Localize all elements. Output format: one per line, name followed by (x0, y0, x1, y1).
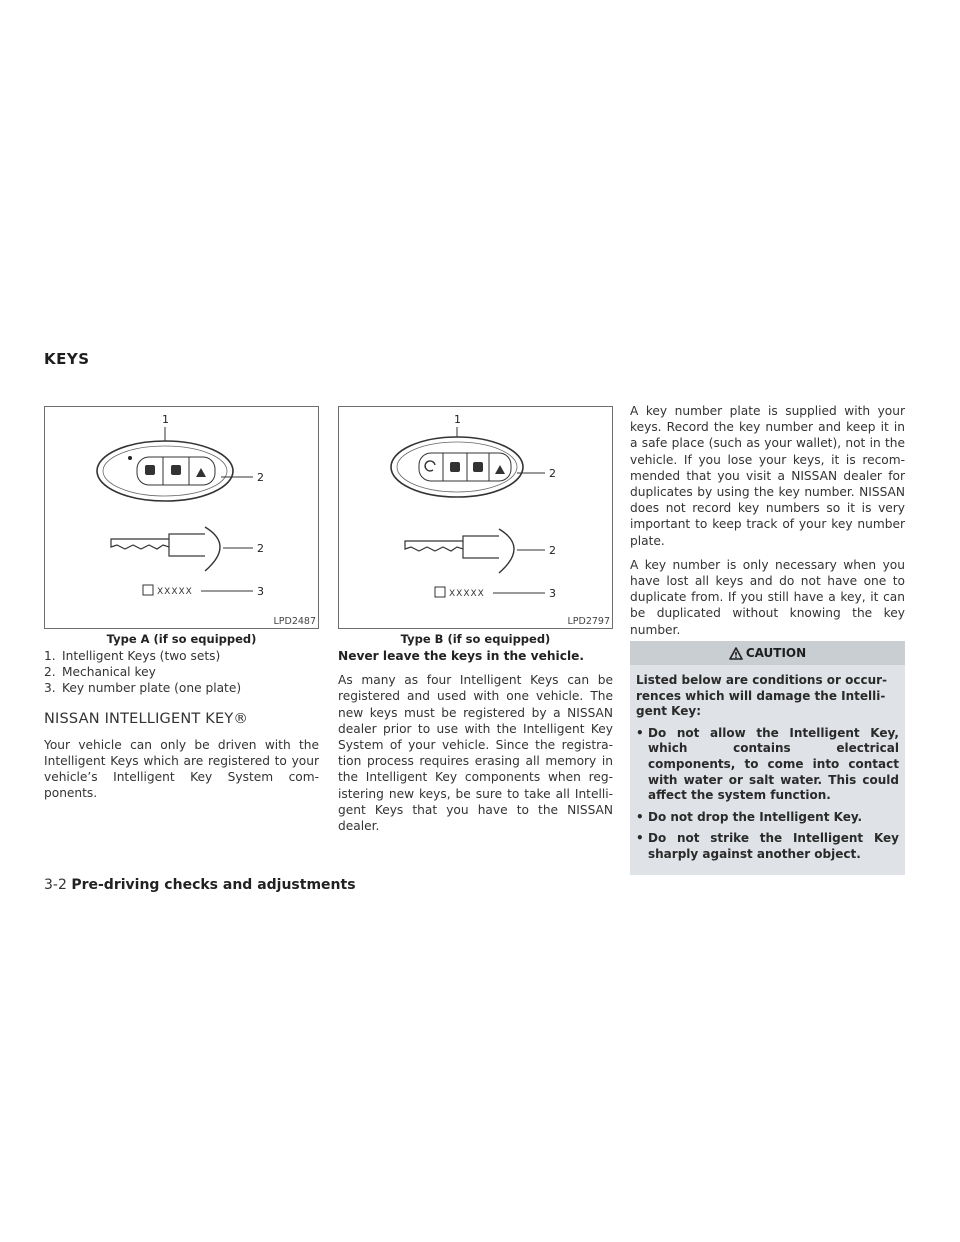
subsection-heading: NISSAN INTELLIGENT KEY® (44, 710, 249, 727)
caution-intro: Listed below are conditions or occur-rences which will damage the Intelli-gent Key: (636, 673, 888, 719)
warning-statement: Never leave the keys in the vehicle. (338, 649, 585, 663)
list-text: Mechanical key (62, 665, 156, 680)
bullet-text: Do not allow the Intelligent Key, which contains electrical components, to come into contact with water or salt water. This could affect the system function. (648, 725, 899, 803)
intelligent-key-illustration-b (339, 407, 614, 630)
paragraph: A key number plate is supplied with your keys. Record the key number and keep it in a safe place (such as your wallet), not in the vehicle. If you lose your keys, it is recom-mended that you visit a NISSAN dealer for duplicates by using the key number. NISSAN does not record key numbers so it is very important to keep track of your key number plate. (630, 404, 905, 548)
paragraph: As many as four Intelligent Keys can be registered and used with one vehicle. The new keys must be registered by a NISSAN dealer prior to use with the Intelligent Key System of your vehicle. Since the registra-tion process requires erasing all memory in the Intelligent Key components when reg-istering new keys, be sure to take all Intelli-gent Keys that you have to the NISSAN dealer. (338, 673, 613, 834)
figure-code: LPD2797 (567, 616, 610, 627)
list-item (44, 664, 319, 680)
caution-header (630, 641, 905, 665)
caution-title: CAUTION (745, 646, 807, 660)
list-number: 1. (44, 649, 56, 663)
figure-caption-a: Type A (if so equipped) (106, 632, 257, 646)
footer-section-title: Pre-driving checks and adjustments (71, 877, 356, 893)
paragraph: A key number is only necessary when you have lost all keys and do not have one to duplicate from. If you still have a key, it can be duplicated without knowing the key number. (630, 557, 905, 637)
bullet-text: Do not drop the Intelligent Key. (648, 809, 863, 824)
callout-3: 3 (549, 587, 556, 600)
figure-caption-b: Type B (if so equipped) (400, 632, 551, 646)
page-number: 3-2 (44, 877, 67, 893)
callout-1: 1 (454, 413, 461, 426)
paragraph: Your vehicle can only be driven with the Intelligent Keys which are registered to your vehicle’s Intelligent Key System com-ponents. (44, 737, 319, 801)
warning-icon (729, 647, 743, 660)
list-number: 3. (44, 681, 56, 696)
list-item (44, 680, 319, 696)
caution-bullet: • Do not allow the Intelligent Key, which contains electrical components, to come into contact with water or salt water. This could affect the system function. (636, 725, 899, 803)
caution-bullet: • Do not strike the Intelligent Key sharply against another object. (636, 831, 899, 861)
callout-3: 3 (257, 585, 264, 598)
callout-1: 1 (162, 413, 169, 426)
parts-list (44, 648, 319, 697)
intelligent-key-illustration-a (45, 407, 320, 630)
figure-type-a (44, 406, 319, 629)
figure-code: LPD2487 (273, 616, 316, 627)
callout-2b: 2 (549, 544, 556, 557)
key-plate-text: XXXXX (449, 589, 485, 599)
bullet-text: Do not strike the Intelligent Key sharply against another object. (648, 831, 899, 861)
column-3 (630, 403, 905, 646)
list-item (44, 648, 319, 664)
list-text: Intelligent Keys (two sets) (62, 649, 221, 663)
caution-box (630, 641, 905, 875)
list-text: Key number plate (one plate) (62, 681, 242, 696)
column-2 (338, 648, 613, 842)
caution-bullet: • Do not drop the Intelligent Key. (636, 809, 863, 824)
section-title: KEYS (44, 350, 90, 368)
list-number: 2. (44, 665, 56, 680)
column-1 (44, 648, 319, 810)
callout-2a: 2 (257, 471, 264, 484)
caution-body (630, 665, 905, 863)
page-footer (44, 877, 356, 893)
callout-2a: 2 (549, 467, 556, 480)
figure-type-b (338, 406, 613, 629)
callout-2b: 2 (257, 542, 264, 555)
key-plate-text: XXXXX (157, 587, 193, 597)
